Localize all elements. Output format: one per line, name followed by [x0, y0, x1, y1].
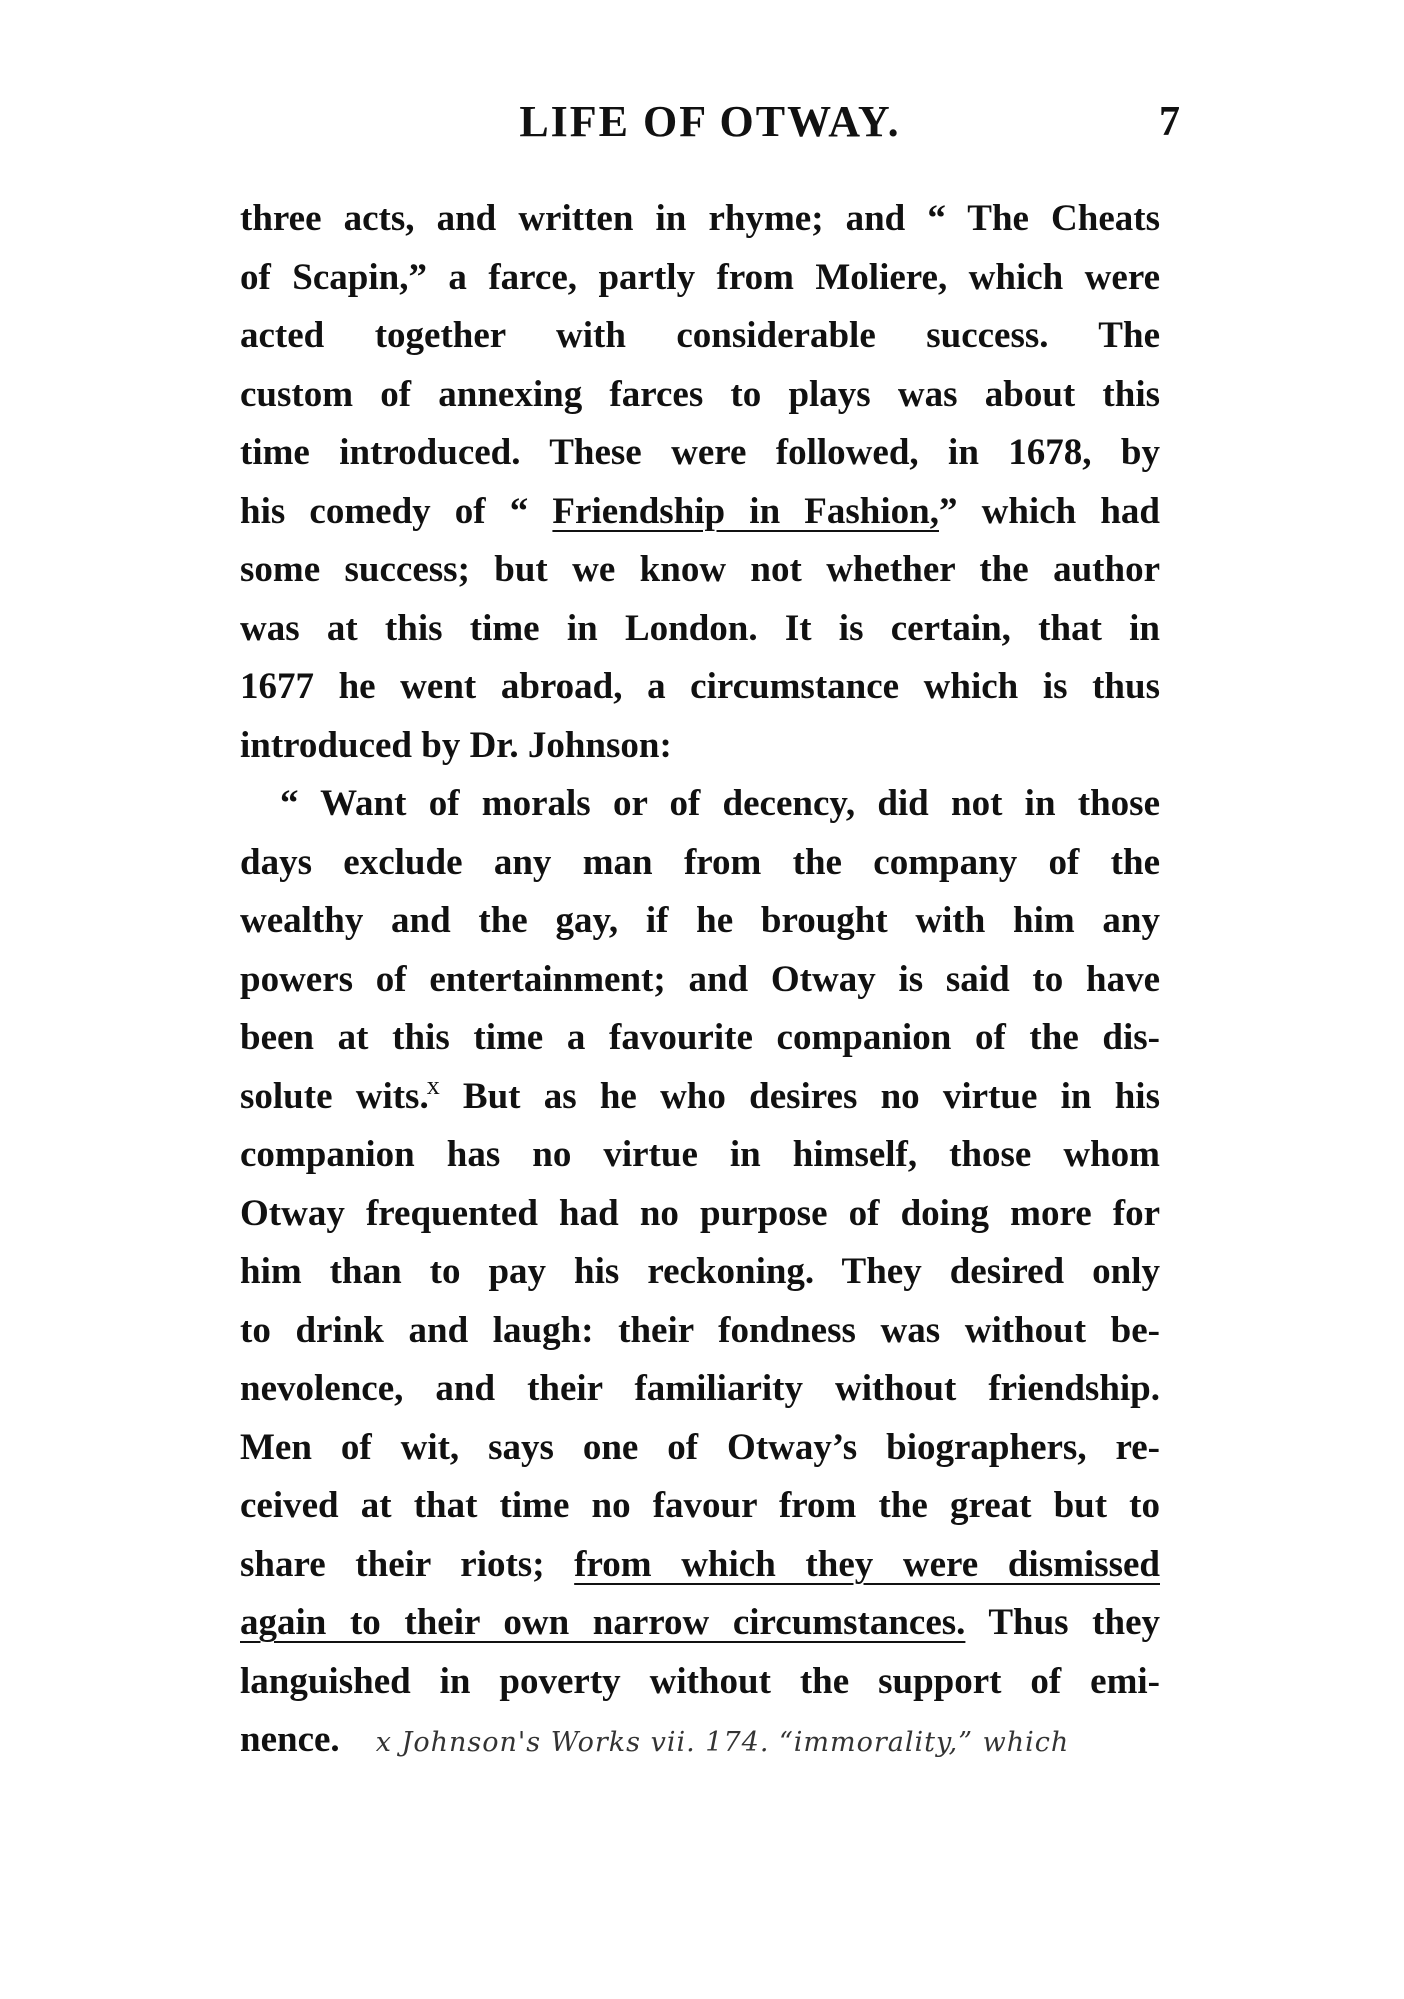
- text-line: 1677 he went abroad, a circumstance which is thus: [240, 666, 1160, 707]
- text-line: acted together with considerable success. The: [240, 315, 1160, 356]
- quote-line: nevolence, and their familiarity without friendship.: [240, 1368, 1160, 1409]
- quote-line: him than to pay his reckoning. They desired only: [240, 1251, 1160, 1292]
- underlined-passage: from which they were dismissed: [574, 1543, 1160, 1585]
- text-segment: Thus they: [965, 1602, 1161, 1643]
- text-line: [240, 483, 1160, 542]
- text-line: introduced by Dr. Johnson:: [240, 724, 672, 766]
- footnote-mark: x: [426, 1070, 440, 1100]
- text-line: three acts, and written in rhyme; and “ The Cheats: [240, 198, 1160, 239]
- text-segment: share their riots;: [240, 1543, 575, 1585]
- quote-line: [240, 1536, 1160, 1595]
- text-line: time introduced. These were followed, in 1678, by: [240, 432, 1160, 473]
- text-line: some success; but we know not whether the author: [240, 549, 1160, 590]
- quote-line: days exclude any man from the company of the: [240, 841, 1160, 883]
- quote-line: companion has no virtue in himself, those whom: [240, 1134, 1160, 1175]
- quote-line: Otway frequented had no purpose of doing more for: [240, 1192, 1160, 1234]
- quote-line: ceived at that time no favour from the great but to: [240, 1485, 1160, 1526]
- quote-line: wealthy and the gay, if he brought with him any: [240, 900, 1160, 941]
- text-segment: his comedy of “: [240, 490, 553, 532]
- text-line: was at this time in London. It is certain, that in: [240, 607, 1160, 649]
- quote-line: to drink and laugh: their fondness was without be-: [240, 1309, 1160, 1351]
- body-text: [240, 190, 1160, 1770]
- quote-line: Men of wit, says one of Otway’s biographers, re-: [240, 1426, 1160, 1468]
- quote-line: powers of entertainment; and Otway is said to have: [240, 958, 1160, 1000]
- quote-line: languished in poverty without the support of emi-: [240, 1660, 1160, 1702]
- quote-line: been at this time a favourite companion of the dis-: [240, 1017, 1160, 1058]
- underlined-passage: again to their own narrow circumstances.: [240, 1602, 966, 1643]
- text-segment: solute wits.: [240, 1075, 429, 1117]
- running-title: LIFE OF OTWAY.: [519, 97, 901, 146]
- page-number: 7: [1159, 99, 1180, 145]
- text-segment: But as he who desires no virtue in his: [439, 1075, 1160, 1117]
- text-line: of Scapin,” a farce, partly from Moliere, which were: [240, 256, 1160, 298]
- quote-line: [240, 1711, 1160, 1770]
- running-head: [240, 96, 1180, 156]
- text-segment: nence.: [240, 1719, 340, 1760]
- text-line: custom of annexing farces to plays was about this: [240, 373, 1160, 415]
- handwritten-annotation: x Johnson's Works vii. 174. “immorality,” which: [375, 1727, 1070, 1758]
- underlined-title: Friendship in Fashion,: [552, 490, 939, 532]
- quote-line: [240, 1594, 1160, 1653]
- quote-line: [240, 1068, 1160, 1127]
- quote-line: “ Want of morals or of decency, did not in those: [280, 783, 1160, 824]
- text-segment: ” which had: [938, 490, 1161, 532]
